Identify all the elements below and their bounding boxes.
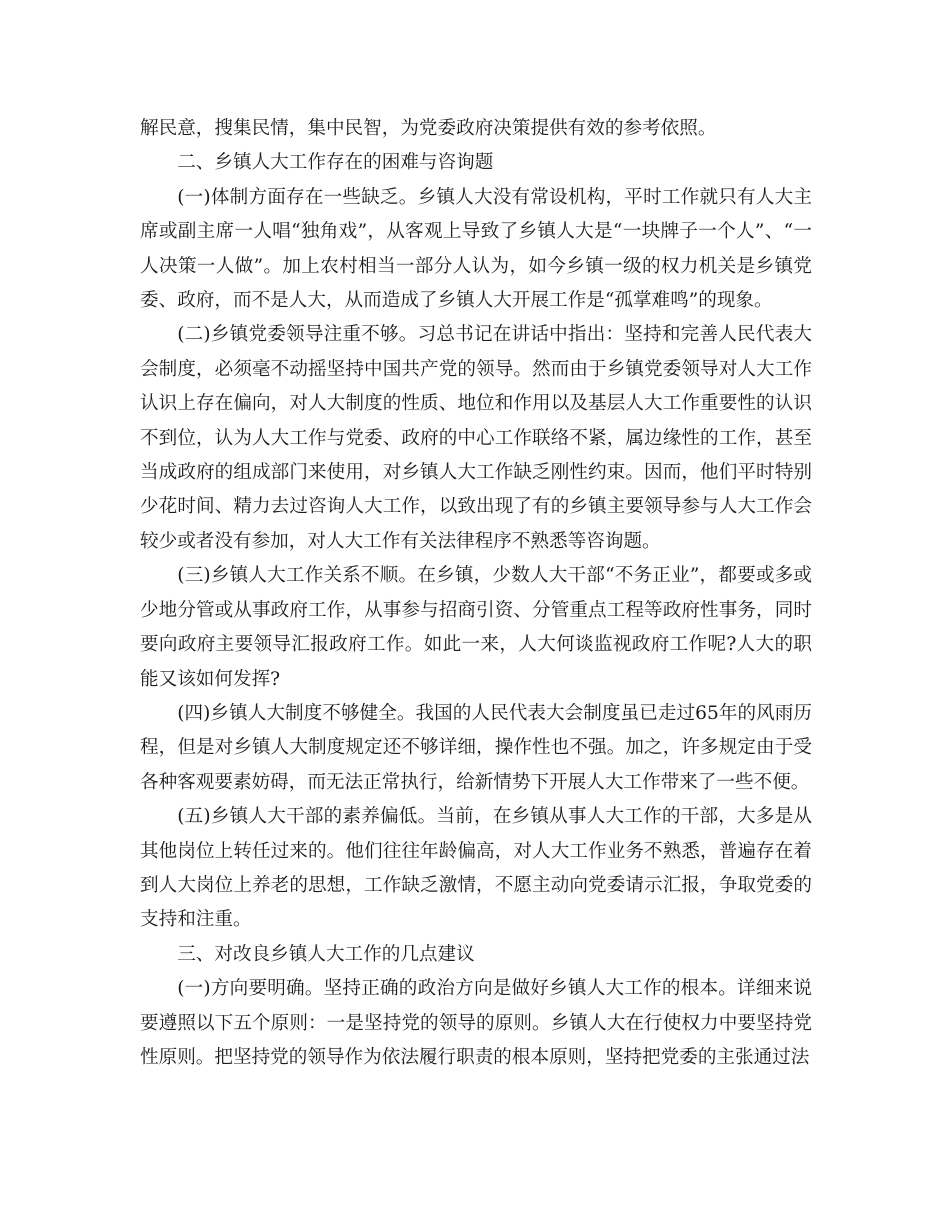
paragraph-body: (一)方向要明确。坚持正确的政治方向是做好乡镇人大工作的根本。详细来说要遵照以下五个原则：一是坚持党的领导的原则。乡镇人大在行使权力中要坚持党性原则。把坚持党的领导作为依法履行职责的根本原则，坚持把党委的主张通过法 [140,978,812,1068]
paragraph-body: (三)乡镇人大工作关系不顺。在乡镇，少数人大干部“不务正业”，都要或多或少地分管或从事政府工作，从事参与招商引资、分管重点工程等政府性事务，同时要向政府主要领导汇报政府工作。如此一来，人大何谈监视政府工作呢?人大的职能又该如何发挥? [140,565,812,690]
section-heading-2: 二、乡镇人大工作存在的困难与咨询题 [177,152,494,174]
document-page [140,112,812,1075]
paragraph-body: (二)乡镇党委领导注重不够。习总书记在讲话中指出：坚持和完善人民代表大会制度，必须毫不动摇坚持中国共产党的领导。然而由于乡镇党委领导对人大工作认识上存在偏向，对人大制度的性质、地位和作用以及基层人大工作重要性的认识不到位，认为人大工作与党委、政府的中心工作联络不紧，属边缘性的工作，甚至当成政府的组成部门来使用，对乡镇人大工作缺乏刚性约束。因而，他们平时特别少花时间、精力去过咨询人大工作，以致出现了有的乡镇主要领导参与人大工作会较少或者没有参加，对人大工作有关法律程序不熟悉等咨询题。 [140,324,812,552]
paragraph-body: (一)体制方面存在一些缺乏。乡镇人大没有常设机构，平时工作就只有人大主席或副主席一人唱“独角戏”，从客观上导致了乡镇人大是“一块牌子一个人”、“一人决策一人做”。加上农村相当一部分人认为，如今乡镇一级的权力机关是乡镇党委、政府，而不是人大，从而造成了乡镇人大开展工作是“孤掌难鸣”的现象。 [140,186,812,312]
paragraph-continuation: 解民意，搜集民情，集中民智，为党委政府决策提供有效的参考依照。 [140,118,717,139]
paragraph-body: (四)乡镇人大制度不够健全。我国的人民代表大会制度虽已走过65年的风雨历程，但是对乡镇人大制度规定还不够详细，操作性也不强。加之，许多规定由于受各种客观要素妨碍，而无法正常执行，给新情势下开展人大工作带来了一些不便。 [140,702,812,793]
section-heading-3: 三、对改良乡镇人大工作的几点建议 [177,943,475,965]
paragraph-body: (五)乡镇人大干部的素养偏低。当前，在乡镇从事人大工作的干部，大多是从其他岗位上转任过来的。他们往往年龄偏高，对人大工作业务不熟悉，普遍存在着到人大岗位上养老的思想，工作缺乏激情，不愿主动向党委请示汇报，争取党委的支持和注重。 [140,806,812,931]
